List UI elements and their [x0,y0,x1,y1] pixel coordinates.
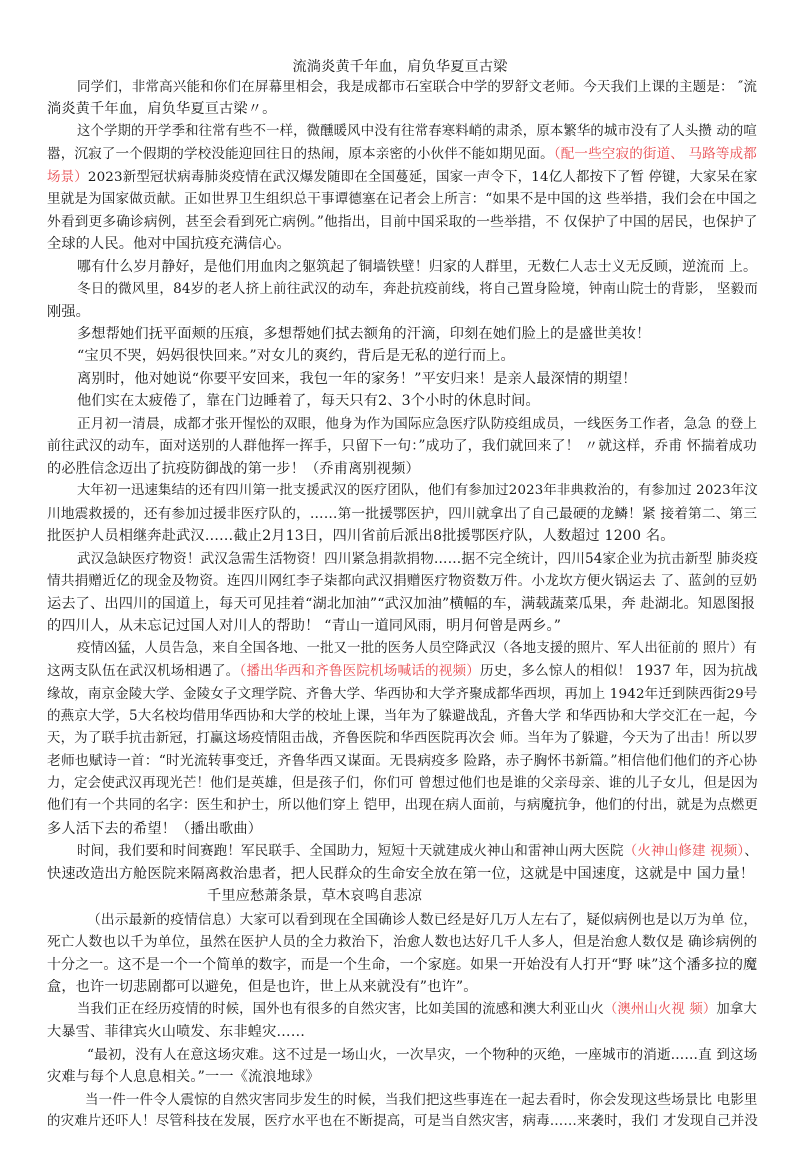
paragraph-line [77,841,757,861]
paragraph-line: 的灾难片还吓人！尽管科技在发展，医疗水平也在不断提高，可是当自然灾害，病毒……来袭时，我们 才发现自己并没 [47,1114,758,1129]
paragraph-line: 盒，也许一切悲剧都可以避免，但是也许，世上从来就没有”也许”。 [47,979,478,995]
paragraph-line: 刚强。 [47,304,91,320]
paragraph-line: 他们有一个共同的名字：医生和护士，所以他们穿上 铠甲，出现在病人面前，与病魔抗争，他们的付出，就是为点燃更 [47,798,758,813]
text: 这两支队伍在武汉机场相遇了。 [47,663,240,679]
text: 2023新型冠状病毒肺炎疫情在武汉爆发随即在全国蔓延，国家一声令下，14亿人都按下了暂 停键，大家呆在家 [87,169,758,185]
paragraph-line: 老师也赋诗一首：“时光流转事变迁，齐鲁华西又谋面。无畏病疫多 险路，赤子胸怀书新篇。”相信他们他们的齐心协 [47,753,758,769]
paragraph-line: 情共捐赠近亿的现金及物资。连四川网红李子柒都向武汉捐赠医疗物资数万件。小龙坎方便火锅运去 了、蓝剑的豆奶 [47,573,758,589]
text: 加拿大 [716,1002,757,1017]
paragraph-line: 快速改造出方舱医院来隔离救治患者，把人民群众的生命安全放在第一位，这就是中国速度，这就是中 国力量！ [47,866,755,882]
paragraph-line: “最初，没有人在意这场灾难。这不过是一场山火，一次旱灾，一个物种的灭绝，一座城市的消逝……直 到这场 [87,1047,758,1063]
document-title: 流淌炎黄千年血，肩负华夏亘古梁 [292,59,508,75]
paragraph-line: 多想帮她们抚平面颊的压痕，多想帮她们拭去额角的汗滴，印刻在她们脸上的是盛世美妆！ [77,326,651,342]
paragraph-line: 十分之一。这不是一个一个简单的数字，而是一个生命，一个家庭。如果一开始没有人打开“野 味”这个潘多拉的魔 [47,957,758,973]
paragraph-line: 的四川人，从未忘记过国人对川人的帮助！ “青山一道同风雨，明月何曾是两乡。” [47,618,562,634]
paragraph-line: 疫情凶猛，人员告急，来自全国各地、一批又一批的医务人员空降武汉（各地支援的照片、军人出征前的 照片）有 [77,641,757,656]
media-cue-text: （澳州山火视 频） [603,1002,717,1017]
paragraph-line: 正月初一清晨，成都才张开惺忪的双眼，他身为作为国际应急医疗队防疫组成员，一线医务工作者，急急 的登上 [77,416,758,432]
media-cue-text: 场景） [47,169,88,185]
paragraph-line: 当一件一件令人震惊的自然灾害同步发生的时候，当我们把这些事连在一起去看时，你会发现这些场景比 电影里 [85,1092,758,1108]
paragraph-line: 的必胜信念迈出了抗疫防御战的第一步！（乔甫离别视频） [47,461,420,477]
paragraph-line: 天，为了联手抗击新冠，打赢这场疫情阻击战，齐鲁医院和华西医院再次会 师。当年为了躲避，今天为了出击！所以罗 [47,731,758,746]
paragraph-line: 淌炎黄千年血，肩负华夏亘古梁〃。 [47,101,277,117]
paragraph-line: 全球的人民。他对中国抗疫充满信心。 [47,236,291,252]
paragraph-line [47,167,757,187]
paragraph-line: 大暴雪、菲律宾火山喷发、东非蝗灾…… [47,1024,306,1040]
paragraph-line: 哪有什么岁月静好，是他们用血肉之躯筑起了铜墙铁壁！归家的人群里，无数仁人志士义无反顾，逆流而 上。 [77,259,758,275]
paragraph-line [47,661,757,681]
paragraph-line: 外看到更多确诊病例，甚至会看到死亡病例。”他指出，目前中国采取的一些举措，不 仅保护了中国的居民，也保护了 [47,214,758,230]
paragraph-line: 这个学期的开学季和往常有些不一样，微醺暖风中没有往常春寒料峭的肃杀，原本繁华的城市没有了人头攒 动的喧 [77,124,757,139]
section-subtitle: 千里应愁萧条景，草木哀鸣自悲凉 [207,888,423,904]
paragraph-line [47,144,757,164]
paragraph-line: 离别时，他对她说“你要平安回来，我包一年的家务！”平安归来！是亲人最深情的期望！ [77,371,637,387]
paragraph-line: 大年初一迅速集结的还有四川第一批支援武汉的医疗团队，他们有参加过2023年非典救治的，有参加过 2023年汶 [77,483,758,498]
paragraph-line: 灾难与每个人息息相关。”一一《流浪地球》 [47,1069,320,1085]
text: 、 [744,843,758,859]
paragraph-line: 川地震救援的，还有参加过援非医疗队的，……第一批援鄂医护，四川就拿出了自己最硬的龙鳞！紧 接着第二、第三 [47,506,758,522]
media-cue-text: （火神山修建 视频） [623,843,745,859]
media-cue-text: （配一些空寂的街道、 马路等成都 [553,146,757,162]
paragraph-line: （出示最新的疫情信息）大家可以看到现在全国确诊人数已经是好几万人左右了，疑似病例也是以万为单 位， [87,912,758,928]
paragraph-line: “宝贝不哭，妈妈很快回来。”对女儿的爽约，背后是无私的逆行而上。 [77,348,515,364]
paragraph-line: 缘故，南京金陵大学、金陵女子文理学院、齐鲁大学、华西协和大学齐聚成都华西坝，再加上 1942年迁到陕西街29号 [47,686,758,702]
paragraph-line: 多人活下去的希望！（播出歌曲） [47,821,263,837]
paragraph-line: 批医护人员相继奔赴武汉……截止2月13日，四川省前后派出8批援鄂医疗队，人数超过 1200 名。 [47,528,675,544]
paragraph-line: 的燕京大学，5大名校均借用华西协和大学的校址上课，当年为了躲避战乱，齐鲁大学 和华西协和大学交汇在一起，今 [47,708,758,724]
paragraph-line: 同学们，非常高兴能和你们在屏幕里相会，我是成都市石室联合中学的罗舒文老师。今天我们上课的主题是： ″流 [77,79,758,95]
paragraph-line: 运去了、出四川的国道上，每天可见挂着“湖北加油”“武汉加油”横幅的车，满载蔬菜瓜果，奔 赴湖北。知恩图报 [47,596,756,612]
text: 历史，多么惊人的相似！ 1937 年，因为抗战 [480,663,758,679]
text: 时间，我们要和时间赛跑！军民联手、全国助力，短短十天就建成火神山和雷神山两大医院 [77,843,624,859]
paragraph-line: 里就是为国家做贡献。正如世界卫生组织总干事谭德塞在记者会上所言：“如果不是中国的这 些举措，我们会在中国之 [47,191,758,207]
paragraph-line: 武汉急缺医疗物资！武汉急需生活物资！四川紧急捐款捐物……据不完全统计，四川54家企业为抗击新型 肺炎疫 [77,551,758,567]
text: 嚣，沉寂了一个假期的学校没能迎回往日的热闹，原本亲密的小伙伴不能如期见面。 [47,146,554,162]
paragraph-line: 力，定会使武汉再现光芒！他们是英雄，但是孩子们，你们可 曾想过他们也是谁的父亲母亲、谁的儿子女儿，但是因为 [47,776,758,791]
paragraph-line [77,1000,757,1020]
paragraph-line: 他们实在太疲倦了，靠在门边睡着了，每天只有2、3个小时的休息时间。 [77,393,540,409]
text: 当我们正在经历疫情的时候，国外也有很多的自然灾害，比如美国的流感和澳大利亚山火 [77,1002,604,1017]
paragraph-line: 死亡人数也以千为单位，虽然在医护人员的全力救治下，治愈人数也达好几千人多人，但是治愈人数仅是 确诊病例的 [47,934,758,950]
paragraph-line: 冬日的微风里，84岁的老人挤上前往武汉的动车，奔赴抗疫前线，将自己置身险境，钟南山院士的背影， 坚毅而 [77,281,758,297]
paragraph-line: 前往武汉的动车，面对送别的人群他挥一挥手，只留下一句：”成功了，我们就回来了！ 〃就这样，乔甫 怀揣着成功 [47,438,757,454]
media-cue-text: （播出华西和齐鲁医院机场喊话的视频） [239,663,481,679]
